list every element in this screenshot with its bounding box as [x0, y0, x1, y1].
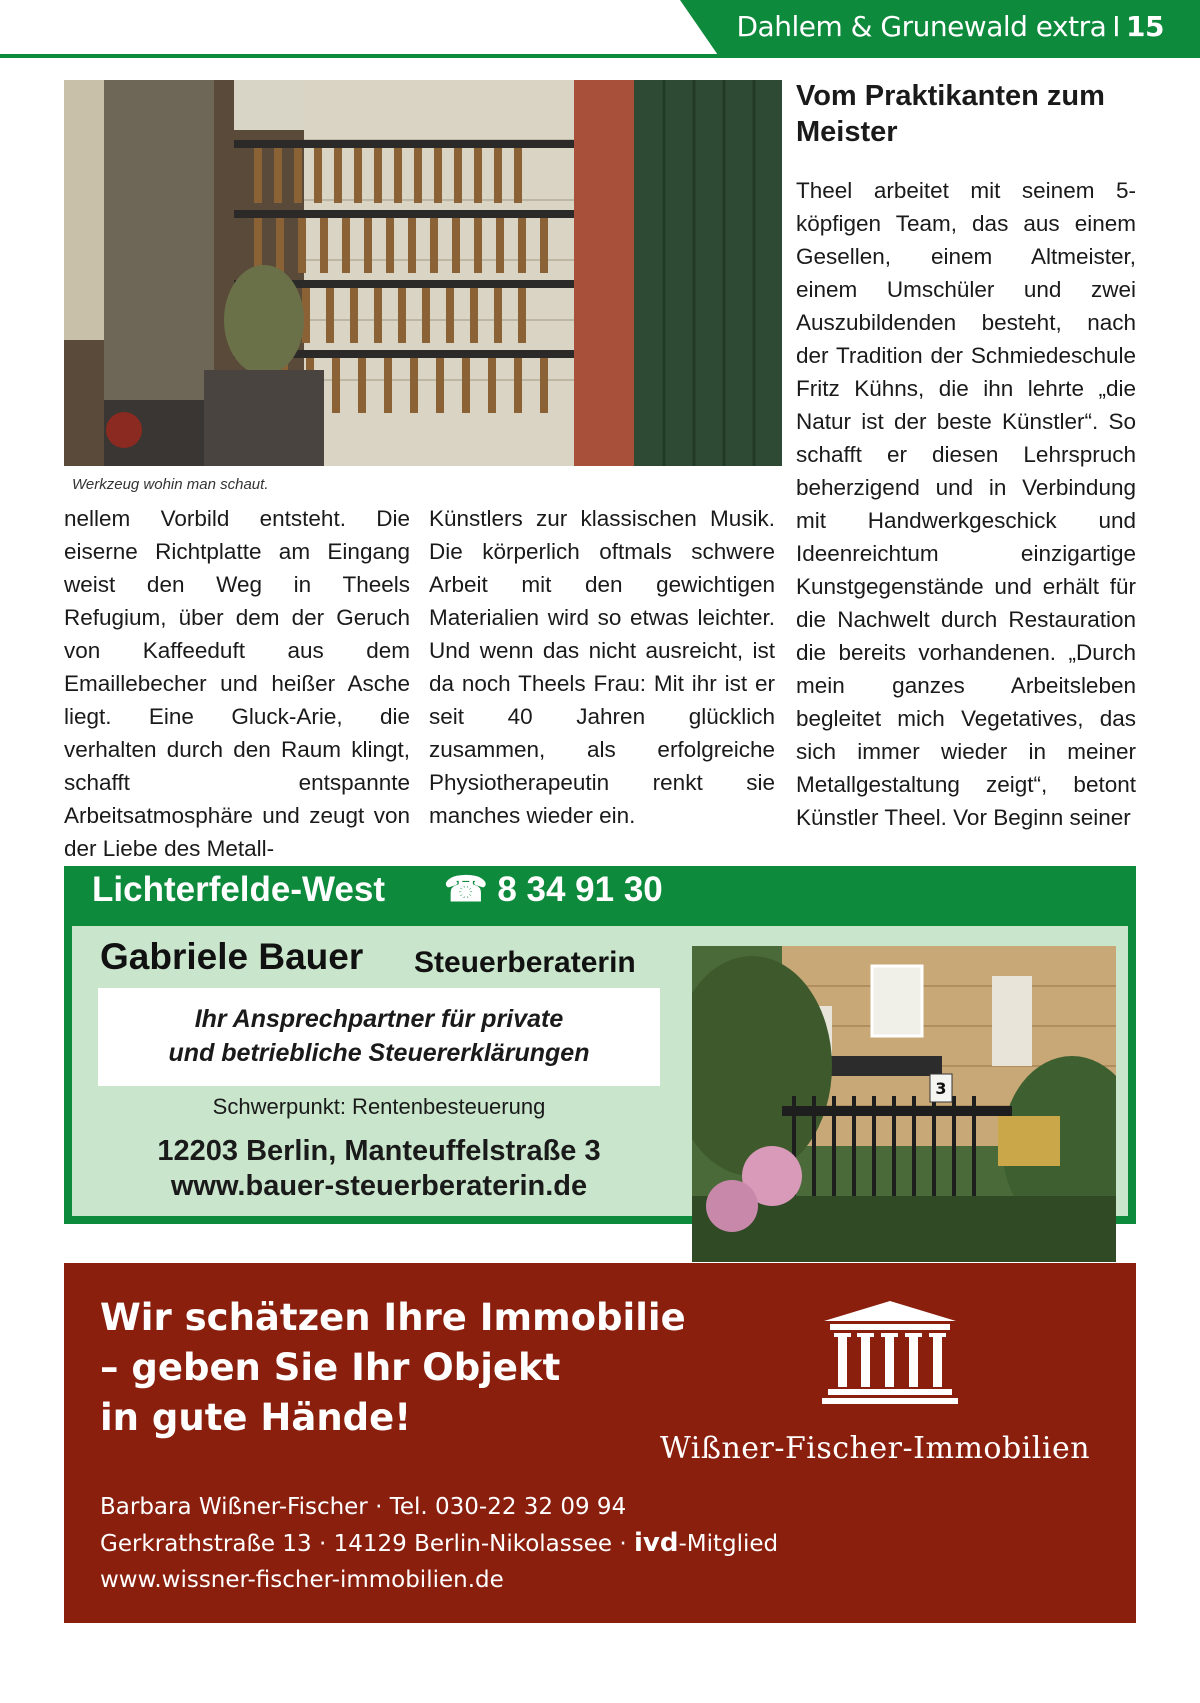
article-column-1: nellem Vorbild entsteht. Die eiserne Richtplatte am Eingang weist den Weg in Theels Refugium, über dem der Geruch von Kaffeeduft aus dem Emaillebecher und heißer Asche liegt. Eine Gluck-Arie, die verhalten durch den Raum klingt, schafft entspannte Arbeitsatmosphäre und zeugt von der Liebe des Metall- [64, 506, 410, 861]
tax-advisor-ad [64, 866, 1136, 1224]
estate-slogan-line-1: Wir schätzen Ihre Immobilie [100, 1296, 686, 1339]
house-number: 3 [935, 1079, 947, 1098]
estate-website: www.wissner-fischer-immobilien.de [100, 1567, 504, 1593]
real-estate-ad [64, 1263, 1136, 1623]
temple-logo-icon [820, 1299, 960, 1409]
tax-ad-address-block [98, 1134, 660, 1204]
estate-brand-name: Wißner-Fischer-Immobilien [660, 1431, 1091, 1466]
page-number: 15 [1126, 10, 1164, 43]
article-column-3: Theel arbeitet mit seinem 5-köpfigen Team, das aus einem Gesellen, einem Altmeister, einem Umschüler und zwei Auszubildenden besteht, nach der Tradition der Schmiedeschule Fritz Kühns, die ihn lehrte „die Natur ist der beste Künstler“. So schafft er diesen Lehrspruch beherzigend und in Verbindung mit Handwerkgeschick und Ideenreichtum einzigartige Kunstgegenstände und erhält für die Nachwelt durch Restauration die bereits vorhandenen. „Durch mein ganzes Arbeitsleben begleitet mich Vegetatives, das sich immer wieder in meiner Metallgestaltung zeigt“, betont Künstler Theel. Vor Beginn seiner [796, 178, 1136, 830]
tax-ad-tagline-box [98, 988, 660, 1086]
tax-ad-title: Steuerberaterin [414, 946, 636, 979]
tax-ad-phone: ☎ 8 34 91 30 [444, 870, 663, 909]
article-subheading: Vom Praktikanten zum Meister [796, 80, 1105, 148]
tax-ad-tagline-1: Ihr Ansprechpartner für private [194, 1005, 564, 1033]
tax-ad-website: www.bauer-steuerberaterin.de [170, 1170, 588, 1202]
photo-caption: Werkzeug wohin man schaut. [72, 476, 269, 493]
workshop-photo [64, 80, 782, 466]
tax-ad-address: 12203 Berlin, Manteuffelstraße 3 [157, 1135, 601, 1167]
estate-contact [100, 1489, 778, 1598]
tax-ad-tagline-2: und betriebliche Steuererklärungen [168, 1039, 590, 1067]
section-title: Dahlem & Grunewald extra [736, 10, 1107, 43]
page-header [736, 10, 1164, 43]
estate-slogan [100, 1293, 686, 1443]
tax-ad-location: Lichterfelde-West [92, 870, 386, 909]
estate-contact-address-line [100, 1525, 778, 1562]
ivd-logo: ivd [633, 1528, 679, 1558]
estate-contact-name-phone: Barbara Wißner-Fischer · Tel. 030-22 32 09 94 [100, 1494, 627, 1520]
article-column-2: Künstlers zur klassischen Musik. Die körperlich oftmals schwere Arbeit mit den gewichtigen Materialien wird so etwas leichter. Und wenn das nicht ausreicht, ist da noch Theels Frau: Mit ihr ist er seit 40 Jahren glücklich zusammen, als erfolgreiche Physiotherapeutin renkt sie manches wieder ein. [429, 506, 775, 828]
tax-ad-name: Gabriele Bauer [100, 936, 364, 977]
header-separator: I [1112, 10, 1121, 43]
ivd-member-label: -Mitglied [678, 1531, 779, 1557]
estate-slogan-line-3: in gute Hände! [100, 1396, 412, 1439]
estate-contact-address: Gerkrathstraße 13 · 14129 Berlin-Nikolassee · [100, 1531, 627, 1557]
house-photo [692, 946, 1116, 1262]
tax-ad-focus: Schwerpunkt: Rentenbesteuerung [212, 1094, 546, 1119]
estate-slogan-line-2: – geben Sie Ihr Objekt [100, 1346, 561, 1389]
